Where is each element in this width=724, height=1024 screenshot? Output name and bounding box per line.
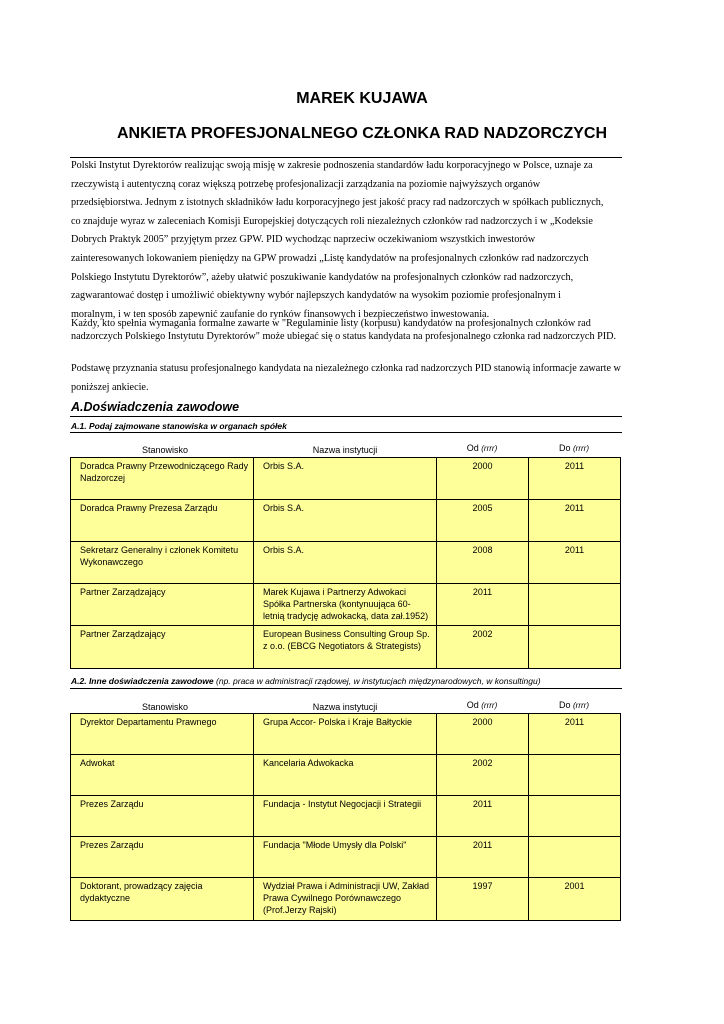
to-year-cell[interactable] <box>529 626 621 669</box>
a2-header-from: Od (rrrr) <box>466 700 498 710</box>
institution-cell[interactable]: European Business Consulting Group Sp. z o.o. (EBCG Negotiators & Strategists) <box>254 626 437 669</box>
a2-header-position: Stanowisko <box>141 702 189 712</box>
to-year-cell[interactable]: 2011 <box>529 500 621 542</box>
to-year-cell[interactable] <box>529 755 621 796</box>
a2-rule <box>70 688 622 689</box>
position-cell[interactable]: Doradca Prawny Przewodniczącego Rady Nadzorczej <box>71 458 254 500</box>
table-row <box>71 584 621 626</box>
section-a-title: A.Doświadczenia zawodowe <box>71 400 240 414</box>
to-year-cell[interactable]: 2011 <box>529 458 621 500</box>
to-year-cell[interactable]: 2011 <box>529 542 621 584</box>
from-year-cell[interactable]: 2008 <box>437 542 529 584</box>
intro-line: zainteresowanych lokowaniem pieniędzy na GPW prowadzi „Listę kandydatów na profesjonalnych członków rad nadzorczych <box>71 252 589 264</box>
a1-header-from: Od (rrrr) <box>466 443 498 453</box>
table-row <box>71 837 621 878</box>
institution-cell[interactable]: Wydział Prawa i Administracji UW, Zakład Prawa Cywilnego Porównawczego (Prof.Jerzy Rajski) <box>254 878 437 921</box>
a1-header-position: Stanowisko <box>141 445 189 455</box>
position-cell[interactable]: Partner Zarządzający <box>71 584 254 626</box>
table-row <box>71 796 621 837</box>
intro-line: zagwarantować dostęp i umożliwić obiektywny wybór najlepszych kandydatów na wysokim poziomie profesjonalnym i <box>71 290 562 302</box>
position-cell[interactable]: Prezes Zarządu <box>71 796 254 837</box>
table-row <box>71 458 621 500</box>
table-row <box>71 626 621 669</box>
intro-line: Polski Instytut Dyrektorów realizując swoją misję w zakresie podnoszenia standardów ładu korporacyjnego w Polsce, uznaje za <box>71 160 593 171</box>
from-year-cell[interactable]: 2011 <box>437 584 529 626</box>
from-year-cell[interactable]: 2011 <box>437 837 529 878</box>
a1-table <box>70 457 621 669</box>
institution-cell[interactable]: Orbis S.A. <box>254 458 437 500</box>
institution-cell[interactable]: Orbis S.A. <box>254 500 437 542</box>
a2-header-institution: Nazwa instytucji <box>312 702 378 712</box>
intro-line: moralnym, i w ten sposób zapewnić zaufanie do rynków finansowych i bezpieczeństwo inwestowania. <box>71 308 490 320</box>
position-cell[interactable]: Sekretarz Generalny i członek Komitetu Wykonawczego <box>71 542 254 584</box>
a1-header-to: Do (rrrr) <box>558 443 589 453</box>
institution-cell[interactable]: Orbis S.A. <box>254 542 437 584</box>
table-row <box>71 714 621 755</box>
intro-line: przedsiębiorstwa. Jednym z istotnych składników ładu korporacyjnego jest jakość pracy rad nadzorczych w spółkach publicznych, <box>71 197 604 209</box>
intro-line: Dobrych Praktyk 2005” przyjętym przez GPW. PID wychodząc naprzeciw oczekiwaniom wszystkich inwestorów <box>71 234 536 246</box>
a2-title: A.2. Inne doświadczenia zawodowe (np. praca w administracji rządowej, w instytucjach międzynarodowych, w konsultingu) <box>71 676 541 686</box>
candidate-name: MAREK KUJAWA <box>296 90 428 107</box>
to-year-cell[interactable]: 2011 <box>529 714 621 755</box>
a2-note: (np. praca w administracji rządowej, w instytucjach międzynarodowych, w konsultingu) <box>216 676 541 686</box>
a2-header-to: Do (rrrr) <box>558 700 589 710</box>
table-row <box>71 878 621 921</box>
institution-cell[interactable] <box>254 584 437 626</box>
from-year-cell[interactable]: 2002 <box>437 755 529 796</box>
table-row <box>71 500 621 542</box>
survey-title: ANKIETA PROFESJONALNEGO CZŁONKA RAD NADZORCZYCH <box>116 125 608 142</box>
institution-cell[interactable]: Kancelaria Adwokacka <box>254 755 437 796</box>
intro-line: co znajduje wyraz w zaleceniach Komisji Europejskiej dotyczących roli niezależnych członków rad nadzorczych i w „Kodeksie <box>71 215 593 227</box>
from-year-cell[interactable]: 1997 <box>437 878 529 921</box>
institution-cell[interactable]: Grupa Accor- Polska i Kraje Bałtyckie <box>254 714 437 755</box>
institution-cell[interactable]: Fundacja "Młode Umysły dla Polski" <box>254 837 437 878</box>
from-year-cell[interactable]: 2011 <box>437 796 529 837</box>
a1-rule <box>70 432 622 433</box>
table-row <box>71 755 621 796</box>
intro-paragraph-2: Każdy, kto spełnia wymagania formalne zawarte w "Regulaminie listy (korpusu) kandydatów na profesjonalnych członków rad nadzorczych Polskiego Instytutu Dyrektorów" może ubiegać się o status kandydata na profesjonalnego członka rad nadzorczych PID. <box>71 318 617 342</box>
a2-table <box>70 713 621 921</box>
position-cell[interactable]: Dyrektor Departamentu Prawnego <box>71 714 254 755</box>
to-year-cell[interactable] <box>529 837 621 878</box>
position-cell[interactable]: Prezes Zarządu <box>71 837 254 878</box>
from-year-cell[interactable]: 2000 <box>437 714 529 755</box>
a1-header-institution: Nazwa instytucji <box>312 445 378 455</box>
to-year-cell[interactable] <box>529 584 621 626</box>
position-cell[interactable]: Partner Zarządzający <box>71 626 254 669</box>
institution-text: Marek Kujawa i Partnerzy Adwokaci Spółka Partnerska (kontynuująca 60-letnią tradycję adwokacką, data zał.1952) <box>263 587 429 621</box>
intro-line: rzeczywistą i autentyczną coraz większą potrzebę profesjonalizacji zarządzania na poziomie najwyższych organów <box>71 178 541 190</box>
intro-paragraph-3: Podstawę przyznania statusu profesjonalnego kandydata na niezależnego członka rad nadzorczych PID stanowią informacje zawarte w poniższej ankiecie. <box>71 363 621 393</box>
section-a-rule <box>70 416 622 417</box>
intro-line: Polskiego Instytutu Dyrektorów”, ażeby ułatwić poszukiwanie kandydatów na profesjonalnych członków rad nadzorczych, <box>71 271 574 283</box>
from-year-cell[interactable]: 2002 <box>437 626 529 669</box>
intro-paragraph <box>71 157 621 324</box>
from-year-cell[interactable]: 2005 <box>437 500 529 542</box>
to-year-cell[interactable]: 2001 <box>529 878 621 921</box>
institution-cell[interactable]: Fundacja - Instytut Negocjacji i Strategii <box>254 796 437 837</box>
position-cell[interactable]: Adwokat <box>71 755 254 796</box>
position-cell[interactable]: Doradca Prawny Prezesa Zarządu <box>71 500 254 542</box>
a1-title: A.1. Podaj zajmowane stanowiska w organach spółek <box>71 421 287 431</box>
from-year-cell[interactable]: 2000 <box>437 458 529 500</box>
table-row <box>71 542 621 584</box>
to-year-cell[interactable] <box>529 796 621 837</box>
position-cell[interactable]: Doktorant, prowadzący zajęcia dydaktyczne <box>71 878 254 921</box>
